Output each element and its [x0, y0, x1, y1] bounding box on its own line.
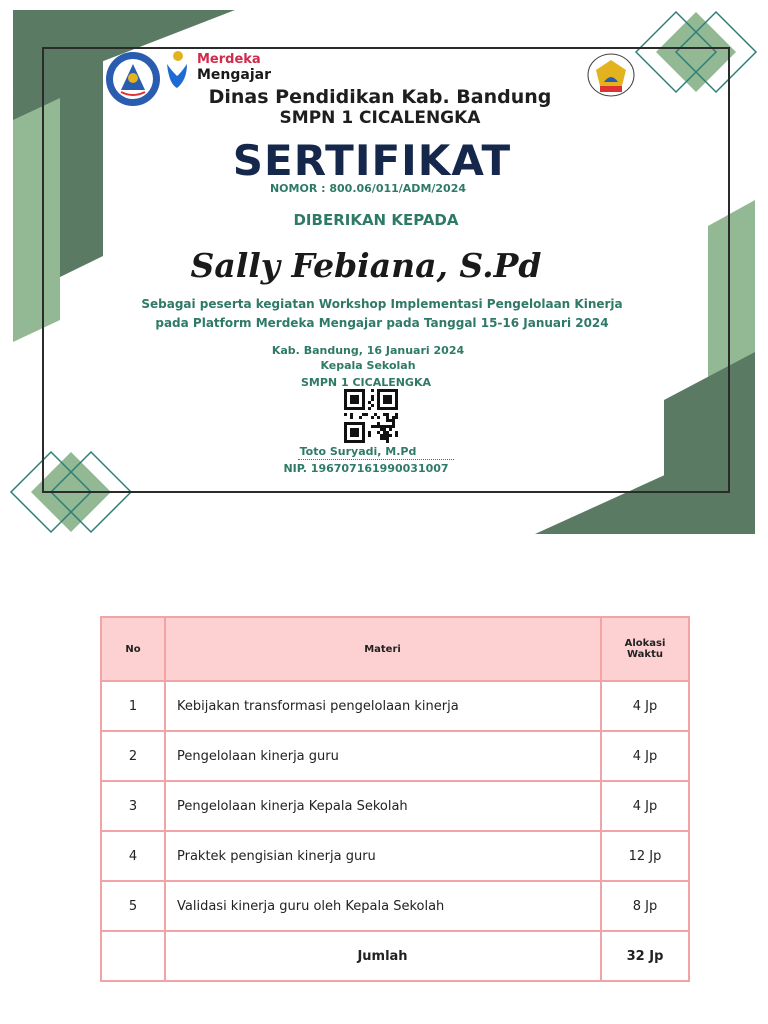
mengajar-word: Mengajar [197, 67, 272, 83]
issuer-name: Dinas Pendidikan Kab. Bandung [208, 86, 552, 108]
header-alokasi-waktu [601, 617, 689, 681]
merdeka-mengajar-logo [163, 50, 273, 90]
row-no: 1 [101, 681, 165, 731]
table-row [101, 881, 689, 931]
row-materi: Praktek pengisian kinerja guru [165, 831, 601, 881]
certificate-title: SERTIFIKAT [232, 136, 512, 185]
row-waktu: 4 Jp [601, 681, 689, 731]
description-line-1: Sebagai peserta kegiatan Workshop Implementasi Pengelolaan Kinerja [141, 297, 623, 311]
place-date: Kab. Bandung, 16 Januari 2024 [271, 344, 465, 357]
row-materi: Pengelolaan kinerja Kepala Sekolah [165, 781, 601, 831]
signer-school: SMPN 1 CICALENGKA [301, 376, 431, 389]
signer-role: Kepala Sekolah [320, 359, 416, 372]
recipient-name: Sally Febiana, S.Pd [190, 246, 542, 285]
row-no: 5 [101, 881, 165, 931]
row-materi: Validasi kinerja guru oleh Kepala Sekolah [165, 881, 601, 931]
signature-line [298, 459, 454, 460]
materi-table [100, 616, 690, 982]
merdeka-word: Merdeka [197, 52, 261, 67]
description-line-2: pada Platform Merdeka Mengajar pada Tanggal 15-16 Januari 2024 [155, 316, 609, 330]
row-materi: Pengelolaan kinerja guru [165, 731, 601, 781]
merdeka-mengajar-icon [163, 50, 193, 90]
header-waktu-line-2: Waktu [627, 649, 663, 660]
total-no [101, 931, 165, 981]
row-waktu: 4 Jp [601, 731, 689, 781]
header-waktu-line-1: Alokasi [624, 638, 666, 649]
table-row [101, 731, 689, 781]
table-header-row [101, 617, 689, 681]
row-no: 3 [101, 781, 165, 831]
total-label: Jumlah [165, 931, 601, 981]
table-total-row [101, 931, 689, 981]
table-row [101, 831, 689, 881]
row-materi: Kebijakan transformasi pengelolaan kinerja [165, 681, 601, 731]
total-waktu: 32 Jp [601, 931, 689, 981]
certificate-number: NOMOR : 800.06/011/ADM/2024 [269, 182, 467, 195]
signer-nip: NIP. 196707161990031007 [283, 462, 449, 475]
table-row [101, 781, 689, 831]
given-to-label: DIBERIKAN KEPADA [293, 211, 459, 229]
header-materi: Materi [165, 617, 601, 681]
row-no: 4 [101, 831, 165, 881]
row-waktu: 4 Jp [601, 781, 689, 831]
row-waktu: 8 Jp [601, 881, 689, 931]
issuer-school: SMPN 1 CICALENGKA [279, 108, 481, 128]
signer-name: Toto Suryadi, M.Pd [299, 445, 417, 458]
qr-code [344, 389, 398, 443]
header-no: No [101, 617, 165, 681]
table-row [101, 681, 689, 731]
row-no: 2 [101, 731, 165, 781]
row-waktu: 12 Jp [601, 831, 689, 881]
